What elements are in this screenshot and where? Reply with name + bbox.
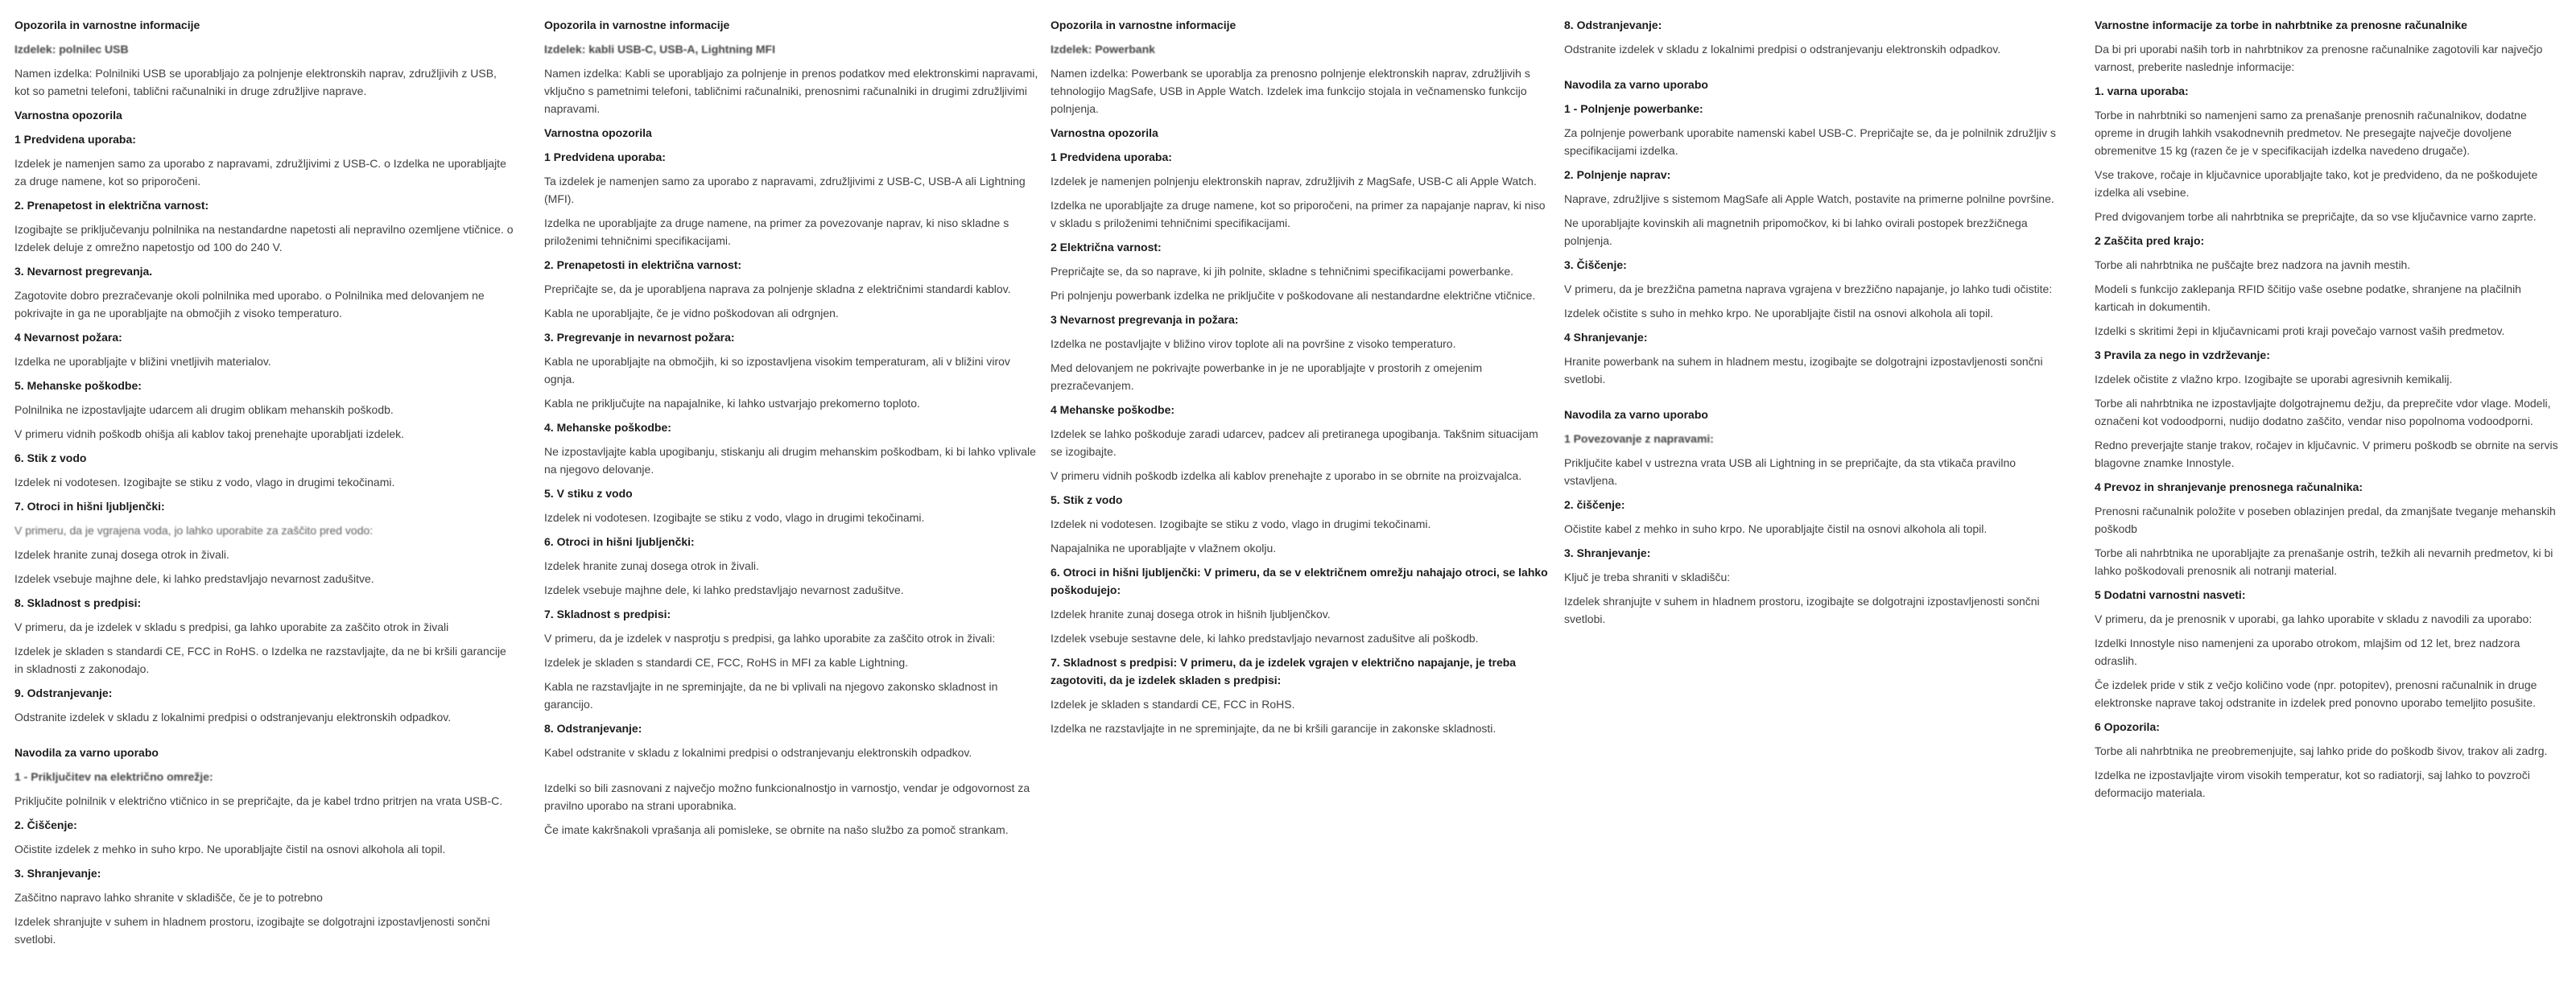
section: [544, 16, 1043, 761]
paragraph: V primeru, da je izdelek v nasprotju s predpisi, ga lahko uporabite za zaščito otrok in živali:: [544, 632, 996, 645]
paragraph: Prepričajte se, da so naprave, ki jih polnite, skladne s tehničnimi specifikacijami powerbanke.: [1051, 265, 1514, 278]
heading: 1 Predvidena uporaba:: [1051, 150, 1172, 163]
paragraph: Izdelek se lahko poškoduje zaradi udarcev, padcev ali pretiranega upogibanja. Takšnim situacijam se izogibajte.: [1051, 427, 1538, 458]
heading: Opozorila in varnostne informacije: [1051, 19, 1236, 31]
paragraph: Izdelka ne uporabljajte v bližini vnetljivih materialov.: [14, 355, 271, 368]
heading: 5 Dodatni varnostni nasveti:: [2095, 588, 2246, 601]
paragraph: Izdelka ne postavljajte v bližino virov toplote ali na površine z visoko temperaturo.: [1051, 337, 1456, 350]
heading: 1 Predvidena uporaba:: [14, 133, 136, 146]
paragraph: Modeli s funkcijo zaklepanja RFID ščitijo vaše osebne podatke, shranjene na plačilnih karticah in dokumentih.: [2095, 282, 2521, 313]
paragraph: Zagotovite dobro prezračevanje okoli polnilnika med uporabo. o Polnilnika med delovanjem ne pokrivajte in ga ne uporabljajte na območjih z visoko temperaturo.: [14, 289, 485, 320]
paragraph: Ne uporabljajte kovinskih ali magnetnih pripomočkov, ki bi lahko ovirali postopek brezžičnega polnjenja.: [1564, 216, 2028, 247]
paragraph: Pri polnjenju powerbank izdelka ne priključite v poškodovane ali nestandardne električne vtičnice.: [1051, 289, 1536, 302]
paragraph: V primeru, da je vgrajena voda, jo lahko uporabite za zaščito pred vodo:: [14, 524, 374, 537]
section: [1564, 76, 2063, 388]
heading: 6. Stik z vodo: [14, 451, 87, 464]
heading: Izdelek: Powerbank: [1051, 43, 1155, 56]
section: [14, 744, 514, 948]
paragraph: Torbe ali nahrbtnika ne izpostavljajte dolgotrajnemu dežju, da preprečite vdor vlage. Modeli, označeni kot vodoodporni, nudijo dodatno zaščito, vendar niso popolnoma vodoodporni.: [2095, 397, 2551, 427]
heading: 6. Otroci in hišni ljubljenčki:: [544, 535, 695, 548]
heading: 3 Pravila za nego in vzdrževanje:: [2095, 348, 2270, 361]
heading: Navodila za varno uporabo: [14, 746, 159, 759]
heading: 3 Nevarnost pregrevanja in požara:: [1051, 313, 1239, 326]
paragraph: Izdelek ni vodotesen. Izogibajte se stiku z vodo, vlago in drugimi tekočinami.: [1051, 517, 1431, 530]
paragraph: Očistite izdelek z mehko in suho krpo. Ne uporabljajte čistil na osnovi alkohola ali topil.: [14, 843, 446, 856]
paragraph: Izdelki s skritimi žepi in ključavnicami proti kraji povečajo varnost vaših predmetov.: [2095, 324, 2505, 337]
paragraph: Napajalnika ne uporabljajte v vlažnem okolju.: [1051, 542, 1277, 555]
heading: 4 Shranjevanje:: [1564, 331, 1648, 344]
paragraph: Kabla ne uporabljajte, če je vidno poškodovan ali odrgnjen.: [544, 307, 839, 320]
paragraph: Izdelek očistite s suho in mehko krpo. Ne uporabljajte čistil na osnovi alkohola ali topil.: [1564, 307, 1994, 320]
paragraph: Izdelek je skladen s standardi CE, FCC, RoHS in MFI za kable Lightning.: [544, 656, 909, 669]
heading: 3. Pregrevanje in nevarnost požara:: [544, 331, 735, 344]
paragraph: Kabel odstranite v skladu z lokalnimi predpisi o odstranjevanju elektronskih odpadkov.: [544, 746, 972, 759]
paragraph: Zaščitno napravo lahko shranite v skladišče, če je to potrebno: [14, 891, 323, 904]
paragraph: Izdelek ni vodotesen. Izogibajte se stiku z vodo, vlago in drugimi tekočinami.: [14, 476, 395, 489]
heading: Opozorila in varnostne informacije: [14, 19, 200, 31]
paragraph: Med delovanjem ne pokrivajte powerbanke in je ne uporabljajte v prostorih z omejenim prezračevanjem.: [1051, 361, 1483, 392]
paragraph: Izdelki Innostyle niso namenjeni za uporabo otrokom, mlajšim od 12 let, brez nadzora odraslih.: [2095, 637, 2520, 667]
column-cables-warnings: [544, 16, 1043, 856]
heading: 3. Nevarnost pregrevanja.: [14, 265, 153, 278]
paragraph: Prepričajte se, da je uporabljena naprava za polnjenje skladna z električnimi standardi kablov.: [544, 282, 1011, 295]
paragraph: V primeru vidnih poškodb izdelka ali kablov prenehajte z uporabo in se obrnite na proizvajalca.: [1051, 469, 1522, 482]
paragraph: Torbe in nahrbtniki so namenjeni samo za prenašanje prenosnih računalnikov, dodatne opreme in drugih lahkih vsakodnevnih predmetov. Ne presegajte največje dovoljene obremenitve 15 kg (razen če je v specifikacijah izdelka navedeno drugače).: [2095, 109, 2527, 157]
paragraph: V primeru, da je brezžična pametna naprava vgrajena v brezžično napajanje, jo lahko tudi očistite:: [1564, 282, 2053, 295]
heading: Varnostna opozorila: [544, 126, 652, 139]
heading: 7. Skladnost s predpisi:: [544, 608, 671, 621]
heading: Navodila za varno uporabo: [1564, 408, 1708, 421]
paragraph: Izdelki so bili zasnovani z največjo možno funkcionalnostjo in varnostjo, vendar je odgovornost za pravilno uporabo na strani uporabnika.: [544, 781, 1030, 812]
section: [14, 16, 514, 726]
heading: 6 Opozorila:: [2095, 720, 2160, 733]
section: [1051, 16, 1550, 737]
paragraph: Torbe ali nahrbtnika ne preobremenjujte, saj lahko pride do poškodb šivov, trakov ali zadrg.: [2095, 744, 2548, 757]
heading: 4 Mehanske poškodbe:: [1051, 403, 1175, 416]
paragraph: Polnilnika ne izpostavljajte udarcem ali drugim oblikam mehanskih poškodb.: [14, 403, 394, 416]
paragraph: Izdelek shranjujte v suhem in hladnem prostoru, izogibajte se dolgotrajni izpostavljenosti sončni svetlobi.: [1564, 595, 2040, 625]
section: [1564, 16, 2063, 58]
paragraph: Izdelek očistite z vlažno krpo. Izogibajte se uporabi agresivnih kemikalij.: [2095, 373, 2453, 385]
paragraph: Izdelek hranite zunaj dosega otrok in živali.: [14, 548, 229, 561]
paragraph: Če izdelek pride v stik z večjo količino vode (npr. potopitev), prenosni računalnik in druge elektronske naprave takoj odstranite in izdelek pred ponovno uporabo temeljito posušite.: [2095, 678, 2537, 709]
paragraph: Redno preverjajte stanje trakov, ročajev in ključavnic. V primeru poškodb se obrnite na servis blagovne znamke Innostyle.: [2095, 439, 2558, 469]
paragraph: Torbe ali nahrbtnika ne uporabljajte za prenašanje ostrih, težkih ali nevarnih predmetov, ki bi lahko poškodovali prenosnik ali notranji material.: [2095, 546, 2553, 577]
paragraph: Če imate kakršnakoli vprašanja ali pomisleke, se obrnite na našo službo za pomoč strankam.: [544, 823, 1009, 836]
paragraph: Za polnjenje powerbank uporabite namenski kabel USB-C. Prepričajte se, da je polnilnik združljiv s specifikacijami izdelka.: [1564, 126, 2056, 157]
paragraph: Namen izdelka: Powerbank se uporablja za prenosno polnjenje elektronskih naprav, združljivih s tehnologijo MagSafe, USB in Apple Watch. Izdelek ima funkcijo stojala in večnamensko funkcijo polnjenja.: [1051, 67, 1530, 115]
paragraph: Priključite kabel v ustrezna vrata USB ali Lightning in se prepričajte, da sta vtikača pravilno vstavljena.: [1564, 456, 2017, 487]
paragraph: Izdelek vsebuje majhne dele, ki lahko predstavljajo nevarnost zadušitve.: [14, 572, 374, 585]
heading: 9. Odstranjevanje:: [14, 686, 113, 699]
heading: Varnostna opozorila: [1051, 126, 1158, 139]
heading: 1 Povezovanje z napravami:: [1564, 432, 1714, 445]
paragraph: Izdelek hranite zunaj dosega otrok in živali.: [544, 559, 759, 572]
paragraph: Izdelek vsebuje majhne dele, ki lahko predstavljajo nevarnost zadušitve.: [544, 583, 904, 596]
paragraph: V primeru vidnih poškodb ohišja ali kablov takoj prenehajte uporabljati izdelek.: [14, 427, 405, 440]
heading: 2 Zaščita pred krajo:: [2095, 234, 2205, 247]
paragraph: Pred dvigovanjem torbe ali nahrbtnika se prepričajte, da so vse ključavnice varno zaprte.: [2095, 210, 2537, 223]
heading: 1. varna uporaba:: [2095, 85, 2189, 97]
paragraph: Kabla ne priključujte na napajalnike, ki lahko ustvarjajo prekomerno toploto.: [544, 397, 920, 410]
column-usb-charger-warnings: [14, 16, 514, 966]
paragraph: Izdelek je namenjen polnjenju elektronskih naprav, združljivih z MagSafe, USB-C ali Apple Watch.: [1051, 175, 1537, 188]
paragraph: Odstranite izdelek v skladu z lokalnimi predpisi o odstranjevanju elektronskih odpadkov.: [1564, 43, 2001, 56]
paragraph: Kabla ne uporabljajte na območjih, ki so izpostavljena visokim temperaturam, ali v bližini virov ognja.: [544, 355, 1010, 385]
paragraph: Vse trakove, ročaje in ključavnice uporabljajte tako, kot je predvideno, da ne poškodujete izdelka ali vsebine.: [2095, 168, 2538, 199]
paragraph: Izdelek je skladen s standardi CE, FCC in RoHS. o Izdelka ne razstavljajte, da ne bi kršili garancije in skladnosti z zakonodajo.: [14, 645, 506, 675]
heading: 2. Prenapetost in električna varnost:: [14, 199, 209, 212]
heading: 5. Mehanske poškodbe:: [14, 379, 142, 392]
heading: 1 - Polnjenje powerbanke:: [1564, 102, 1703, 115]
heading: 3. Shranjevanje:: [1564, 546, 1651, 559]
heading: 2. Prenapetosti in električna varnost:: [544, 258, 742, 271]
heading: 2 Električna varnost:: [1051, 241, 1162, 254]
paragraph: Izdelek je skladen s standardi CE, FCC in RoHS.: [1051, 698, 1295, 711]
heading: 4 Nevarnost požara:: [14, 331, 122, 344]
heading: 3. Shranjevanje:: [14, 867, 101, 880]
paragraph: Izdelka ne razstavljajte in ne spreminjajte, da ne bi kršili garancije in zakonske skladnosti.: [1051, 722, 1496, 735]
heading: Varnostne informacije za torbe in nahrbtnike za prenosne računalnike: [2095, 19, 2467, 31]
paragraph: Izdelek vsebuje sestavne dele, ki lahko predstavljajo nevarnost zadušitve ali poškodb.: [1051, 632, 1479, 645]
heading: 6. Otroci in hišni ljubljenčki: V primeru, da se v električnem omrežju nahajajo otroci, se lahko poškodujejo:: [1051, 566, 1548, 596]
heading: 8. Odstranjevanje:: [544, 722, 642, 735]
heading: 5. Stik z vodo: [1051, 493, 1123, 506]
heading: 2. Čiščenje:: [14, 818, 77, 831]
section: [544, 779, 1043, 839]
paragraph: Ključ je treba shraniti v skladišču:: [1564, 571, 1731, 583]
heading: 2. Polnjenje naprav:: [1564, 168, 1671, 181]
paragraph: Namen izdelka: Kabli se uporabljajo za polnjenje in prenos podatkov med elektronskimi napravami, vključno s pametnimi telefoni, tabličnimi računalniki, prenosnimi računalniki in drugimi združljivimi napravami.: [544, 67, 1038, 115]
paragraph: Ne izpostavljajte kabla upogibanju, stiskanju ali drugim mehanskim poškodbam, ki bi lahko vplivale na njegovo delovanje.: [544, 445, 1036, 476]
column-powerbank-disposal-and-usage-instructions: [1564, 16, 2063, 645]
paragraph: V primeru, da je prenosnik v uporabi, ga lahko uporabite v skladu z navodili za uporabo:: [2095, 612, 2533, 625]
paragraph: Kabla ne razstavljajte in ne spreminjajte, da ne bi vplivali na njegovo zakonsko skladnost in garancijo.: [544, 680, 998, 711]
heading: Navodila za varno uporabo: [1564, 78, 1708, 91]
column-laptop-bags-safety: [2095, 16, 2560, 819]
paragraph: Izogibajte se priključevanju polnilnika na nestandardne napetosti ali nepravilno ozemljene vtičnice. o Izdelek deluje z omrežno napetostjo od 100 do 240 V.: [14, 223, 514, 254]
heading: 1 - Priključitev na električno omrežje:: [14, 770, 213, 783]
section: [2095, 16, 2560, 802]
heading: Izdelek: polnilec USB: [14, 43, 129, 56]
paragraph: Naprave, združljive s sistemom MagSafe ali Apple Watch, postavite na primerne polnilne površine.: [1564, 192, 2054, 205]
paragraph: Da bi pri uporabi naših torb in nahrbtnikov za prenosne računalnike zagotovili kar največjo varnost, preberite naslednje informacije:: [2095, 43, 2543, 73]
column-powerbank-warnings: [1051, 16, 1550, 755]
heading: 7. Skladnost s predpisi: V primeru, da je izdelek vgrajen v električno napajanje, je treba zagotoviti, da je izdelek skladen s predpisi:: [1051, 656, 1517, 686]
paragraph: Izdelka ne uporabljajte za druge namene, kot so priporočeni, na primer za napajanje naprav, ki niso v skladu s priloženimi tehničnimi specifikacijami.: [1051, 199, 1546, 229]
heading: 8. Skladnost s predpisi:: [14, 596, 142, 609]
heading: Varnostna opozorila: [14, 109, 122, 122]
heading: 5. V stiku z vodo: [544, 487, 633, 500]
paragraph: Ta izdelek je namenjen samo za uporabo z napravami, združljivimi z USB-C, USB-A ali Lightning (MFI).: [544, 175, 1026, 205]
paragraph: V primeru, da je izdelek v skladu s predpisi, ga lahko uporabite za zaščito otrok in živali: [14, 621, 449, 633]
paragraph: Namen izdelka: Polnilniki USB se uporabljajo za polnjenje elektronskih naprav, združljivih z USB, kot so pametni telefoni, tablični računalniki in druge združljive naprave.: [14, 67, 497, 97]
heading: 2. čiščenje:: [1564, 498, 1625, 511]
heading: 3. Čiščenje:: [1564, 258, 1627, 271]
paragraph: Izdelka ne uporabljajte za druge namene, na primer za povezovanje naprav, ki niso skladne s priloženimi tehničnimi specifikacijami.: [544, 216, 1009, 247]
heading: 4. Mehanske poškodbe:: [544, 421, 671, 434]
paragraph: Izdelek hranite zunaj dosega otrok in hišnih ljubljenčkov.: [1051, 608, 1331, 621]
heading: Izdelek: kabli USB-C, USB-A, Lightning MFI: [544, 43, 775, 56]
paragraph: Očistite kabel z mehko in suho krpo. Ne uporabljajte čistil na osnovi alkohola ali topil.: [1564, 522, 1988, 535]
paragraph: Izdelek ni vodotesen. Izogibajte se stiku z vodo, vlago in drugimi tekočinami.: [544, 511, 925, 524]
heading: 1 Predvidena uporaba:: [544, 150, 666, 163]
paragraph: Izdelek shranjujte v suhem in hladnem prostoru, izogibajte se dolgotrajni izpostavljenosti sončni svetlobi.: [14, 915, 490, 946]
paragraph: Hranite powerbank na suhem in hladnem mestu, izogibajte se dolgotrajni izpostavljenosti sončni svetlobi.: [1564, 355, 2043, 385]
paragraph: Izdelek je namenjen samo za uporabo z napravami, združljivimi z USB-C. o Izdelka ne uporabljajte za druge namene, kot so priporočeni.: [14, 157, 506, 188]
paragraph: Priključite polnilnik v električno vtičnico in se prepričajte, da je kabel trdno pritrjen na vrata USB-C.: [14, 794, 503, 807]
paragraph: Izdelka ne izpostavljajte virom visokih temperatur, kot so radiatorji, saj lahko to povzroči deformacijo materiala.: [2095, 769, 2530, 799]
paragraph: Odstranite izdelek v skladu z lokalnimi predpisi o odstranjevanju elektronskih odpadkov.: [14, 711, 452, 724]
paragraph: Prenosni računalnik položite v poseben oblazinjen predal, da zmanjšate tveganje mehanskih poškodb: [2095, 505, 2556, 535]
heading: Opozorila in varnostne informacije: [544, 19, 730, 31]
heading: 7. Otroci in hišni ljubljenčki:: [14, 500, 165, 513]
section: [1564, 406, 2063, 628]
heading: 4 Prevoz in shranjevanje prenosnega računalnika:: [2095, 480, 2363, 493]
heading: 8. Odstranjevanje:: [1564, 19, 1662, 31]
paragraph: Torbe ali nahrbtnika ne puščajte brez nadzora na javnih mestih.: [2095, 258, 2411, 271]
